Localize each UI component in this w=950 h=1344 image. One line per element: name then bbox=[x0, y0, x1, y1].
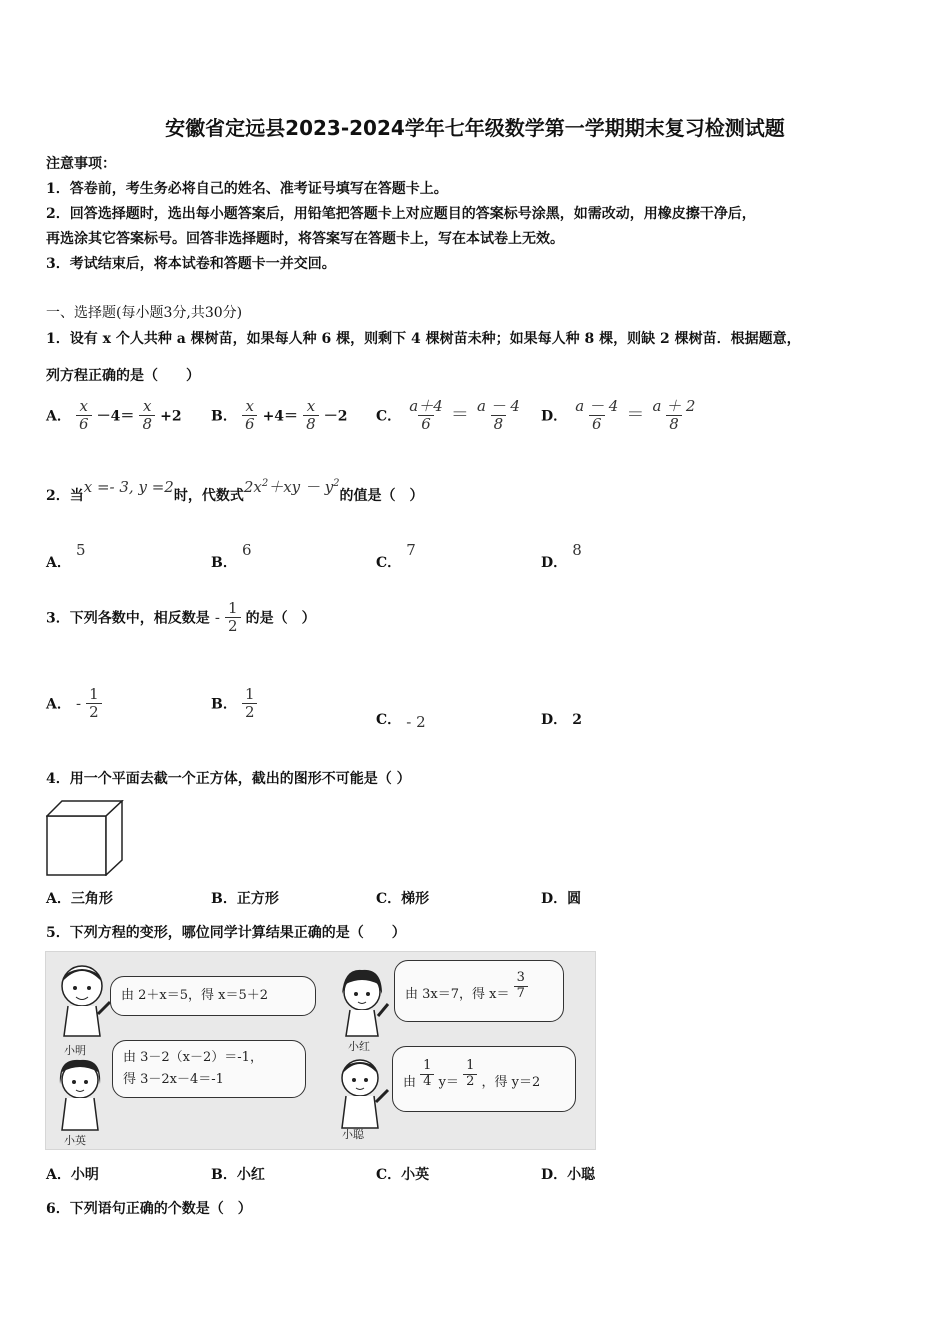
q1-b-frac2: $\frac{x}{8}$ bbox=[303, 398, 319, 434]
page-title: 安徽省定远县2023-2024学年七年级数学第一学期期末复习检测试题 bbox=[165, 116, 785, 140]
q4-option-b-value: 正方形 bbox=[236, 891, 279, 907]
q2-option-b[interactable] bbox=[211, 540, 252, 571]
q2-option-b-label: B． bbox=[211, 555, 237, 571]
q3-option-c-label: C． bbox=[376, 712, 402, 728]
q5-option-c-value: 小英 bbox=[401, 1167, 430, 1183]
q2-option-c[interactable] bbox=[376, 540, 416, 571]
q1-option-c[interactable] bbox=[376, 398, 523, 434]
xiaohong-figure bbox=[334, 964, 394, 1044]
xiaoming-bubble: 由 2＋x＝5，得 x＝5＋2 bbox=[110, 976, 316, 1016]
q3-option-a-label: A． bbox=[46, 696, 71, 713]
q6-stem: 6．下列语句正确的个数是（ ） bbox=[46, 1201, 252, 1217]
q1-option-b[interactable] bbox=[211, 398, 348, 434]
q2-stem bbox=[46, 478, 424, 505]
q1-a-tail: +2 bbox=[160, 408, 182, 425]
q1-b-tail: －2 bbox=[323, 408, 348, 425]
q3-option-d-label: D． bbox=[541, 712, 568, 728]
q3-post: 的是（ ） bbox=[245, 610, 316, 627]
q3-stem bbox=[46, 600, 316, 636]
q1-b-mid: +4＝ bbox=[262, 408, 299, 425]
xiaoming-figure bbox=[54, 958, 114, 1038]
q1-d-frac1: $\frac{a - 4}{6}$ bbox=[575, 397, 619, 434]
q4-option-c[interactable] bbox=[376, 888, 429, 908]
xiaoying-figure bbox=[52, 1054, 112, 1134]
section-heading: 一、选择题(每小题3分,共30分) bbox=[46, 305, 243, 321]
q4-option-b-label: B． bbox=[211, 891, 237, 907]
q2-mid: 时，代数式 bbox=[173, 488, 244, 504]
q1-option-b-label: B． bbox=[211, 408, 237, 425]
q1-option-c-label: C． bbox=[376, 408, 402, 425]
q4-option-d-label: D． bbox=[541, 891, 568, 907]
notice-item-2: 2．回答选择题时，选出每小题答案后，用铅笔把答题卡上对应题目的答案标号涂黑，如需改动，用橡皮擦干净后， bbox=[46, 206, 756, 222]
q3-a-frac: $\frac{1}{2}$ bbox=[86, 686, 102, 722]
q4-option-c-label: C． bbox=[376, 891, 402, 907]
q5-option-c-label: C． bbox=[376, 1167, 402, 1183]
q5-option-c[interactable] bbox=[376, 1164, 429, 1184]
q5-option-d-label: D． bbox=[541, 1167, 568, 1183]
q3-neg: - bbox=[214, 608, 220, 627]
q2-pre: 2．当 bbox=[46, 488, 84, 504]
q4-stem: 4．用一个平面去截一个正方体，截出的图形不可能是（ ） bbox=[46, 771, 411, 787]
q2-post: 的值是（ ） bbox=[339, 488, 424, 504]
q4-option-a-label: A． bbox=[46, 891, 71, 907]
q1-a-mid: －4＝ bbox=[96, 408, 135, 425]
q4-option-a[interactable] bbox=[46, 888, 113, 908]
q3-c-value: - 2 bbox=[406, 713, 426, 731]
xiaoying-name: 小英 bbox=[64, 1134, 86, 1147]
q5-option-a[interactable] bbox=[46, 1164, 99, 1184]
q1-option-a-label: A． bbox=[46, 408, 71, 425]
q3-option-b[interactable] bbox=[211, 686, 257, 722]
q1-c-mid: ＝ bbox=[450, 404, 469, 426]
q1-stem-line2: 列方程正确的是（ ） bbox=[46, 368, 200, 384]
q3-option-d[interactable] bbox=[541, 709, 582, 729]
q2-option-a[interactable] bbox=[46, 540, 86, 571]
q3-option-b-label: B． bbox=[211, 696, 237, 713]
q4-option-d-value: 圆 bbox=[567, 891, 582, 907]
q1-option-d[interactable] bbox=[541, 398, 698, 434]
xiaocong-figure bbox=[332, 1052, 392, 1132]
cube-front-face bbox=[47, 816, 106, 875]
q1-a-frac2: $\frac{x}{8}$ bbox=[139, 398, 155, 434]
q3-frac: $\frac{1}{2}$ bbox=[225, 600, 241, 636]
q4-option-b[interactable] bbox=[211, 888, 279, 908]
q1-option-a[interactable] bbox=[46, 398, 182, 434]
q1-c-frac1: $\frac{a+4}{6}$ bbox=[409, 397, 443, 434]
q5-cartoon-image bbox=[45, 951, 596, 1150]
q2-option-d[interactable] bbox=[541, 540, 582, 571]
xiaoming-name: 小明 bbox=[64, 1044, 86, 1057]
q3-pre: 3．下列各数中，相反数是 bbox=[46, 610, 210, 627]
q2-expression: $2x^2+xy - y^2$ bbox=[243, 478, 340, 496]
q5-option-b-value: 小红 bbox=[236, 1167, 265, 1183]
q5-option-b-label: B． bbox=[211, 1167, 237, 1183]
q1-option-d-label: D． bbox=[541, 408, 568, 425]
q3-b-frac: $\frac{1}{2}$ bbox=[242, 686, 258, 722]
cube-figure bbox=[46, 800, 126, 876]
q1-d-mid: ＝ bbox=[626, 404, 645, 426]
notice-item-1: 1．答卷前，考生务必将自己的姓名、准考证号填写在答题卡上。 bbox=[46, 181, 448, 197]
xiaocong-name: 小聪 bbox=[342, 1128, 364, 1141]
xiaohong-bubble: 由 3x＝7，得 x＝ $\frac{3}{7}$ bbox=[394, 960, 564, 1022]
xiaoying-bubble: 由 3－2（x－2）＝-1， 得 3－2x－4＝-1 bbox=[112, 1040, 306, 1098]
notice-item-2-cont: 再选涂其它答案标号。回答非选择题时，将答案写在答题卡上，写在本试卷上无效。 bbox=[46, 231, 564, 247]
q5-stem: 5．下列方程的变形，哪位同学计算结果正确的是（ ） bbox=[46, 925, 406, 941]
q4-option-c-value: 梯形 bbox=[401, 891, 430, 907]
q2-option-d-label: D． bbox=[541, 555, 568, 571]
q5-option-a-label: A． bbox=[46, 1167, 71, 1183]
q2-option-a-label: A． bbox=[46, 555, 71, 571]
q1-d-frac2: $\frac{a + 2}{8}$ bbox=[652, 397, 696, 434]
q3-option-a[interactable] bbox=[46, 686, 102, 722]
q2-option-c-label: C． bbox=[376, 555, 402, 571]
q3-a-neg: - bbox=[75, 694, 82, 713]
q5-option-b[interactable] bbox=[211, 1164, 265, 1184]
q4-option-d[interactable] bbox=[541, 888, 581, 908]
xiaocong-bubble: 由 $\frac{1}{4}$ y＝ $\frac{1}{2}$ ，得 y＝2 bbox=[392, 1046, 576, 1112]
q4-option-a-value: 三角形 bbox=[70, 891, 113, 907]
q1-stem-line1: 1．设有 x 个人共种 a 棵树苗，如果每人种 6 棵，则剩下 4 棵树苗未种；如果每人种 8 棵，则缺 2 棵树苗．根据题意， bbox=[46, 331, 801, 347]
q5-option-a-value: 小明 bbox=[70, 1167, 99, 1183]
q2-option-b-value: 6 bbox=[241, 541, 252, 559]
q1-c-frac2: $\frac{a - 4}{8}$ bbox=[476, 397, 520, 434]
notice-heading: 注意事项： bbox=[46, 156, 116, 172]
q2-condition: x =- 3, y =2 bbox=[83, 478, 174, 496]
q3-d-value: 2 bbox=[572, 712, 582, 728]
q5-option-d-value: 小聪 bbox=[567, 1167, 596, 1183]
notice-item-3: 3．考试结束后，将本试卷和答题卡一并交回。 bbox=[46, 256, 336, 272]
q2-option-c-value: 7 bbox=[406, 541, 416, 559]
xiaohong-name: 小红 bbox=[348, 1040, 370, 1053]
q1-b-frac1: $\frac{x}{6}$ bbox=[242, 398, 258, 434]
q3-option-c[interactable] bbox=[376, 709, 426, 729]
q2-option-a-value: 5 bbox=[75, 541, 86, 559]
q1-a-frac1: $\frac{x}{6}$ bbox=[76, 398, 92, 434]
q2-option-d-value: 8 bbox=[572, 541, 582, 559]
q5-option-d[interactable] bbox=[541, 1164, 595, 1184]
